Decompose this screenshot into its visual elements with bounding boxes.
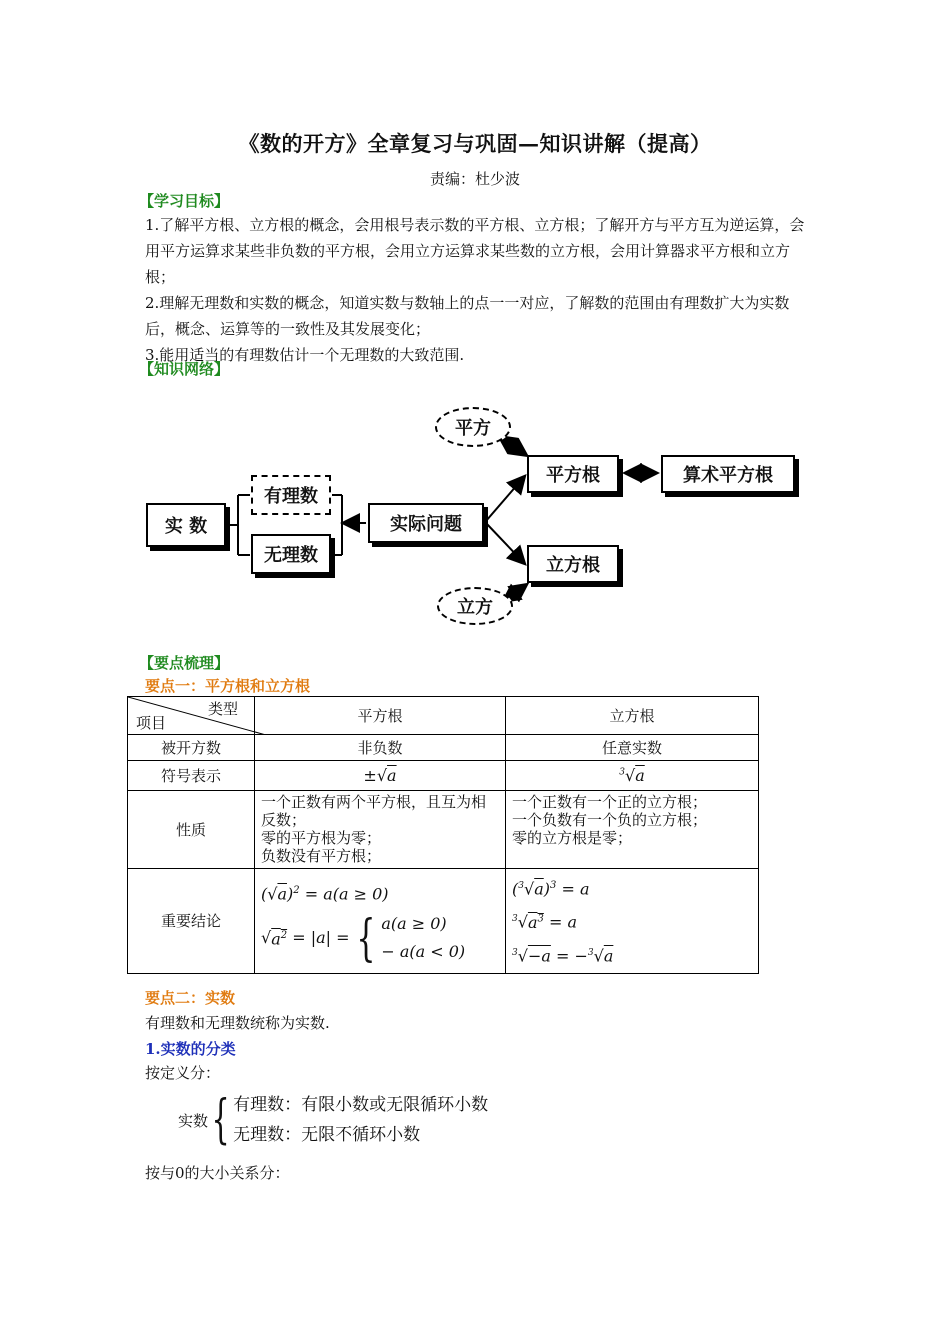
row-symbol-label: 符号表示 [128,761,255,791]
goal-item-1: 1.了解平方根、立方根的概念，会用根号表示数的平方根、立方根；了解开方与平方互为逆运算，会用平方运算求某些非负数的平方根，会用立方运算求某些数的立方根，会用计算器求平方根和立方根； [145,216,805,286]
table-corner-cell [128,697,255,735]
classification-irrational: 无理数：无限不循环小数 [233,1125,421,1145]
row-radicand-label: 被开方数 [128,735,255,761]
real-number-classification [178,1090,488,1150]
node-square: 平方 [435,407,511,447]
key-point-2-text: 有理数和无理数统称为实数. [145,1014,330,1032]
key-point-1-heading: 要点一：平方根和立方根 [145,677,311,695]
header-cbrt: 立方根 [506,697,759,735]
knowledge-network-diagram [130,395,810,640]
goal-item-2: 2.理解无理数和实数的概念，知道实数与数轴上的点一一对应，了解数的范围由有理数扩大为实数后，概念、运算等的一致性及其发展变化； [145,294,790,338]
node-rational-number: 有理数 [251,475,331,515]
radicand-sqrt: 非负数 [255,735,506,761]
property-cbrt [506,791,759,869]
symbol-sqrt: ±√a [255,761,506,791]
conclusion-cbrt [506,869,759,974]
property-sqrt-line-1: 一个正数有两个平方根，且互为相反数； [261,793,487,829]
conclusion-sqrt-formula-1: $(√a)^2 = a(a \ge 0)$ [261,884,389,904]
key-point-2-heading: 要点二：实数 [145,989,236,1007]
learning-goals-heading: 【学习目标】 [139,192,230,210]
property-sqrt [255,791,506,869]
key-points-heading: 【要点梳理】 [139,654,230,672]
row-conclusion-label: 重要结论 [128,869,255,974]
node-irrational-number: 无理数 [251,534,331,574]
classification-heading: 1.实数的分类 [145,1040,236,1058]
header-sqrt: 平方根 [255,697,506,735]
corner-type-label: 类型 [207,700,238,718]
node-arithmetic-square-root: 算术平方根 [661,455,795,493]
by-definition-label: 按定义分： [145,1064,221,1082]
conclusion-cbrt-formula-3: $^3$√−a = −$^3$√a [512,945,614,965]
conclusion-cbrt-formula-2: $^3√a^3 = a$ [512,912,577,932]
conclusion-sqrt [255,869,506,974]
editor-line: 责编：杜少波 [429,170,520,188]
property-cbrt-line-2: 一个负数有一个负的立方根； [512,811,708,829]
classification-rational: 有理数：有限小数或无限循环小数 [233,1095,489,1115]
classification-root: 实数 [178,1111,209,1130]
learning-goals-section [139,192,810,368]
radicand-cbrt: 任意实数 [506,735,759,761]
document-title: 《数的开方》全章复习与巩固—知识讲解（提高） [238,131,712,156]
property-cbrt-line-1: 一个正数有一个正的立方根； [512,793,708,811]
symbol-cbrt: $^3$√a [506,761,759,791]
property-cbrt-line-3: 零的立方根是零； [512,829,633,847]
property-sqrt-line-2: 零的平方根为零； [261,829,382,847]
node-cube-root: 立方根 [527,545,619,583]
corner-item-label: 项目 [136,714,167,732]
classification-brace: { [211,1090,230,1150]
conclusion-cbrt-formula-1: $(^3√a)^3 = a$ [512,879,590,899]
property-sqrt-line-3: 负数没有平方根； [261,847,382,865]
row-property-label: 性质 [128,791,255,869]
node-real-number: 实 数 [146,503,226,547]
sqrt-cbrt-table [127,696,759,974]
conclusion-sqrt-formula-2: √ $a^2$ = |a| = { a(a ≥ 0) − a(a < 0) [261,908,466,967]
knowledge-network-heading: 【知识网络】 [139,360,230,378]
by-zero-label: 按与0的大小关系分： [145,1164,290,1182]
node-practical-problem: 实际问题 [368,503,484,543]
node-cube: 立方 [437,587,513,625]
goal-item-3: 3.能用适当的有理数估计一个无理数的大致范围. [145,346,465,364]
node-square-root: 平方根 [527,455,619,493]
